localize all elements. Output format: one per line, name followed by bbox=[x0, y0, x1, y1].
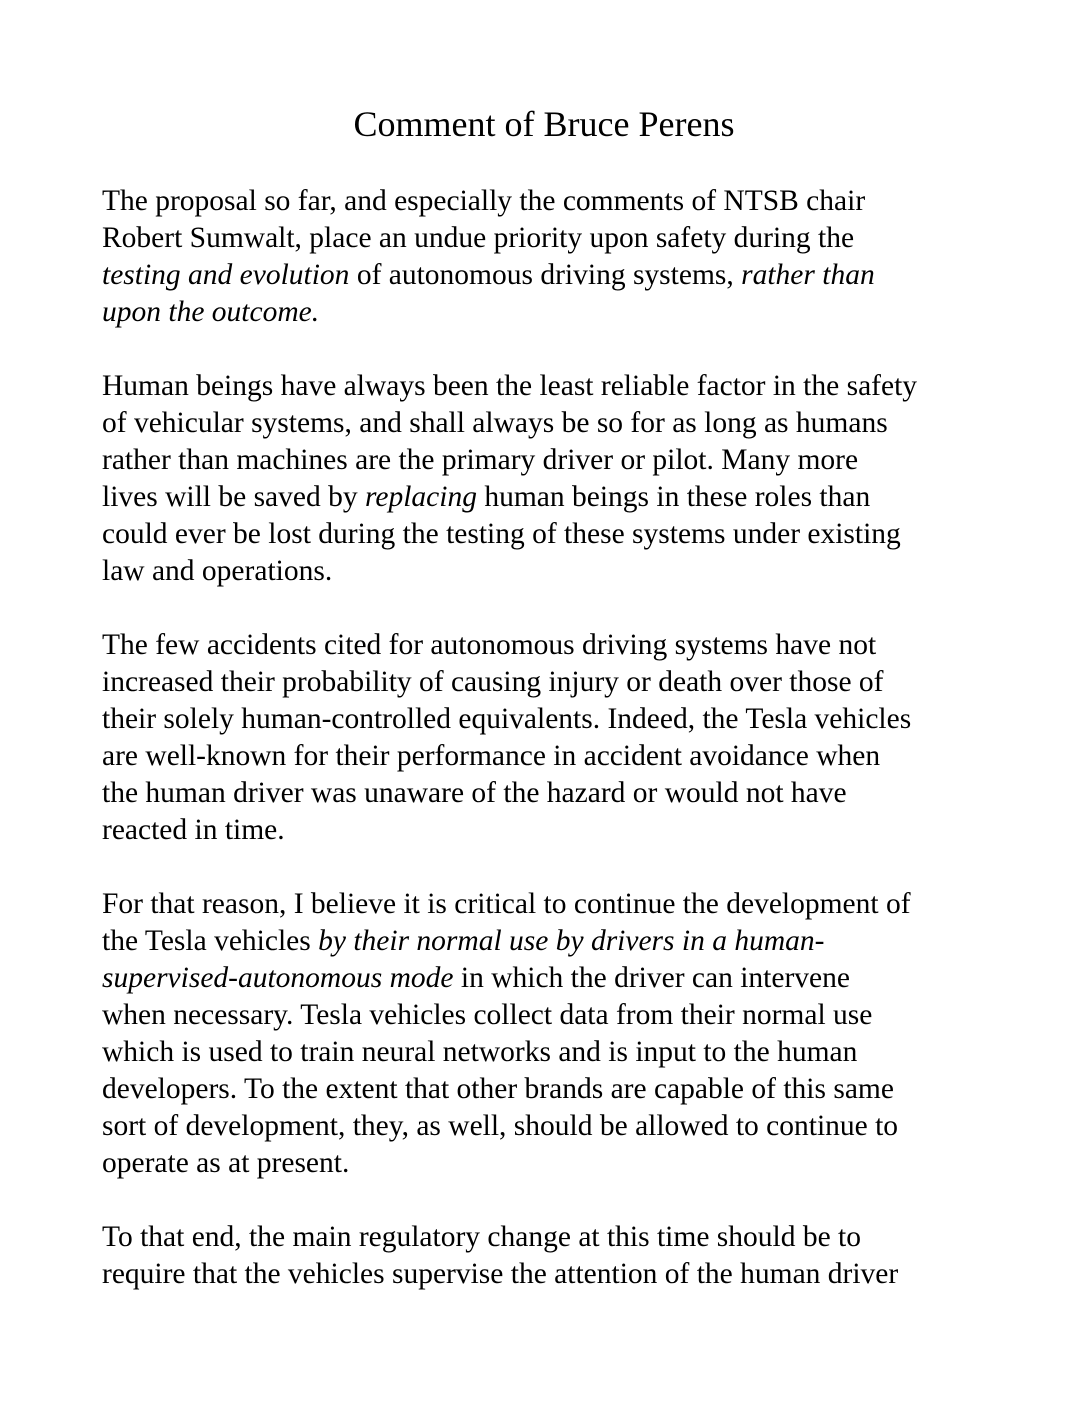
paragraph-2 bbox=[102, 368, 1002, 590]
text-line bbox=[102, 479, 1002, 516]
paragraph-3 bbox=[102, 627, 1002, 849]
text-run: could ever be lost during the testing of these systems under existing bbox=[102, 518, 901, 550]
text-line bbox=[102, 775, 1002, 812]
text-run: reacted in time. bbox=[102, 814, 285, 846]
paragraph-5 bbox=[102, 1219, 1002, 1293]
text-run: their solely human-controlled equivalents. Indeed, the Tesla vehicles bbox=[102, 703, 912, 735]
text-run: in which the driver can intervene bbox=[453, 962, 850, 994]
text-line bbox=[102, 738, 1002, 775]
document-title: Comment of Bruce Perens bbox=[353, 104, 735, 144]
text-run: For that reason, I believe it is critical to continue the development of bbox=[102, 888, 911, 920]
text-line bbox=[102, 1256, 1002, 1293]
text-line bbox=[102, 516, 1002, 553]
text-run: Human beings have always been the least reliable factor in the safety bbox=[102, 370, 918, 402]
emphasized-text: rather than bbox=[741, 259, 875, 291]
text-run: Robert Sumwalt, place an undue priority upon safety during the bbox=[102, 222, 855, 254]
text-run: the Tesla vehicles bbox=[102, 925, 319, 957]
text-run: of vehicular systems, and shall always be so for as long as humans bbox=[102, 407, 888, 439]
text-line bbox=[102, 553, 1002, 590]
emphasized-text: replacing bbox=[365, 481, 477, 513]
text-run: require that the vehicles supervise the attention of the human driver bbox=[102, 1258, 899, 1290]
emphasized-text: upon the outcome. bbox=[102, 296, 320, 328]
paragraph-4 bbox=[102, 886, 1002, 1182]
text-line bbox=[102, 1219, 1002, 1256]
text-run: the human driver was unaware of the hazard or would not have bbox=[102, 777, 847, 809]
text-run: To that end, the main regulatory change at this time should be to bbox=[102, 1221, 862, 1253]
text-line bbox=[102, 405, 1002, 442]
text-run: human beings in these roles than bbox=[476, 481, 871, 513]
document-body bbox=[102, 183, 1002, 1330]
text-line bbox=[102, 257, 1002, 294]
text-line bbox=[102, 664, 1002, 701]
text-line bbox=[102, 442, 1002, 479]
emphasized-text: by their normal use by drivers in a human- bbox=[318, 925, 825, 957]
text-line bbox=[102, 220, 1002, 257]
text-run: law and operations. bbox=[102, 555, 333, 587]
text-run: increased their probability of causing injury or death over those of bbox=[102, 666, 884, 698]
text-line bbox=[102, 960, 1002, 997]
text-run: The proposal so far, and especially the comments of NTSB chair bbox=[102, 185, 866, 217]
text-line bbox=[102, 368, 1002, 405]
text-line bbox=[102, 1145, 1002, 1182]
text-line bbox=[102, 1034, 1002, 1071]
text-line bbox=[102, 1108, 1002, 1145]
emphasized-text: supervised-autonomous mode bbox=[102, 962, 454, 994]
text-run: are well-known for their performance in accident avoidance when bbox=[102, 740, 881, 772]
text-line bbox=[102, 183, 1002, 220]
text-line bbox=[102, 627, 1002, 664]
text-run: lives will be saved by bbox=[102, 481, 365, 513]
text-line bbox=[102, 701, 1002, 738]
text-run: The few accidents cited for autonomous driving systems have not bbox=[102, 629, 877, 661]
paragraph-1 bbox=[102, 183, 1002, 331]
text-line bbox=[102, 294, 1002, 331]
text-line bbox=[102, 812, 1002, 849]
text-run: operate as at present. bbox=[102, 1147, 350, 1179]
text-run: which is used to train neural networks and is input to the human bbox=[102, 1036, 858, 1068]
text-line bbox=[102, 1071, 1002, 1108]
text-run: sort of development, they, as well, should be allowed to continue to bbox=[102, 1110, 899, 1142]
text-line bbox=[102, 923, 1002, 960]
text-run: of autonomous driving systems, bbox=[349, 259, 742, 291]
text-line bbox=[102, 997, 1002, 1034]
text-run: rather than machines are the primary driver or pilot. Many more bbox=[102, 444, 859, 476]
text-run: when necessary. Tesla vehicles collect data from their normal use bbox=[102, 999, 873, 1031]
emphasized-text: testing and evolution bbox=[102, 259, 350, 291]
text-run: developers. To the extent that other brands are capable of this same bbox=[102, 1073, 894, 1105]
text-line bbox=[102, 886, 1002, 923]
